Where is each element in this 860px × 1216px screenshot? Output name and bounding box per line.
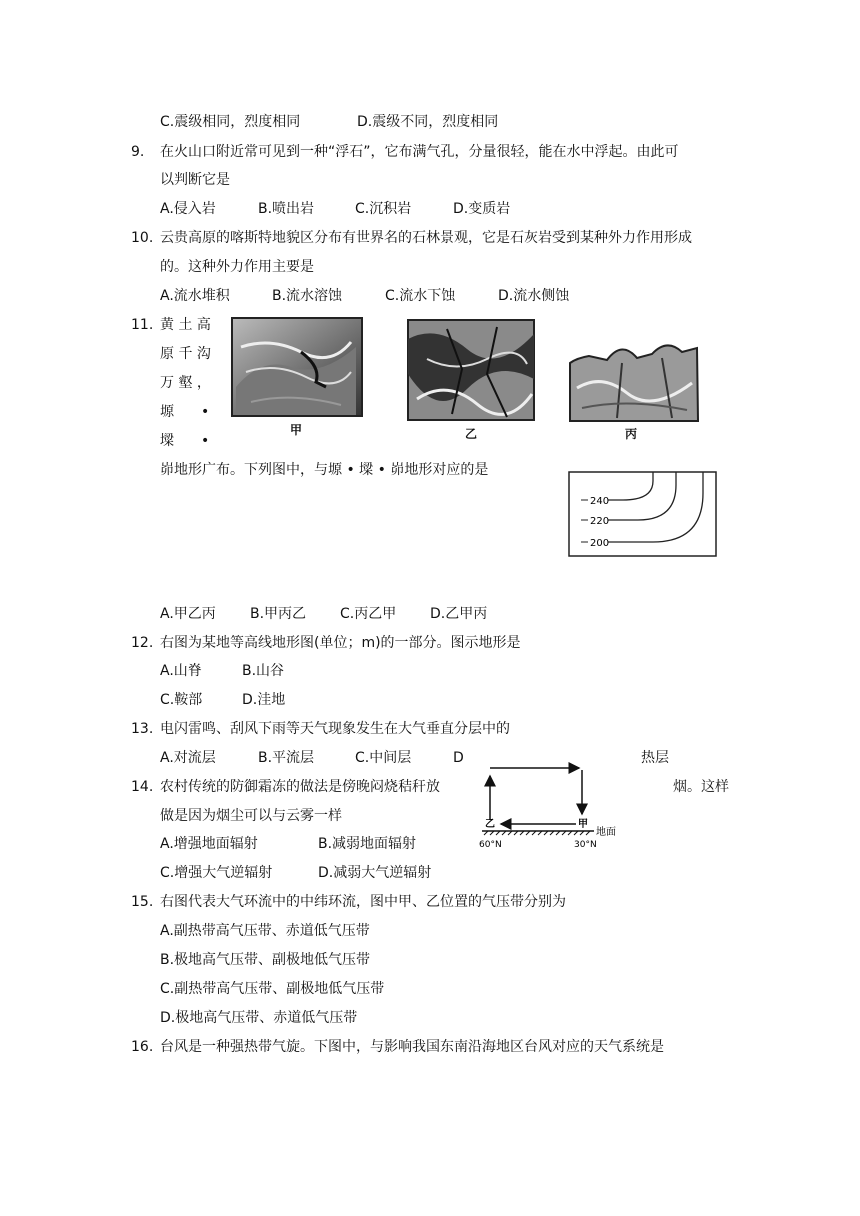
q13-option-c: C.中间层 xyxy=(355,750,412,766)
contour-label-200: 200 xyxy=(590,538,610,549)
contour-label-220: 220 xyxy=(590,516,610,527)
q15-number: 15. xyxy=(131,894,154,910)
q15-stem: 右图代表大气环流中的中纬环流，图中甲、乙位置的气压带分别为 xyxy=(160,894,566,910)
q11-option-d: D.乙甲丙 xyxy=(430,606,488,622)
q12-option-c: C.鞍部 xyxy=(160,692,203,708)
q13-number: 13. xyxy=(131,721,154,737)
q12-option-a: A.山脊 xyxy=(160,663,202,679)
q14-option-d: D.减弱大气逆辐射 xyxy=(318,865,432,881)
contour-label-240: 240 xyxy=(590,496,610,507)
q14-stem-line1-left: 农村传统的防御霜冻的做法是傍晚闷烧秸秆放 xyxy=(160,779,440,795)
q11-number: 11. xyxy=(131,317,154,333)
q11-stem-line3: 万 壑 ， xyxy=(160,375,211,391)
label-yi: 乙 xyxy=(485,819,495,830)
label-jia: 甲 xyxy=(578,819,588,830)
q9-option-d: D.变质岩 xyxy=(453,201,511,217)
q11-dot-1: • xyxy=(201,404,210,420)
q10-option-b: B.流水溶蚀 xyxy=(272,288,343,304)
q9-number: 9. xyxy=(131,144,145,160)
q15-option-d: D.极地高气压带、赤道低气压带 xyxy=(160,1010,358,1026)
q13-option-d-text: 热层 xyxy=(641,750,669,766)
q11-dot-2: • xyxy=(201,433,210,449)
circulation-diagram xyxy=(476,762,626,852)
q10-option-c: C.流水下蚀 xyxy=(385,288,456,304)
caption-yi: 乙 xyxy=(465,427,478,441)
q16-stem: 台风是一种强热带气旋。下图中，与影响我国东南沿海地区台风对应的天气系统是 xyxy=(160,1039,664,1055)
caption-jia: 甲 xyxy=(290,423,303,437)
q10-stem-line1: 云贵高原的喀斯特地貌区分布有世界名的石林景观，它是石灰岩受到某种外力作用形成 xyxy=(160,230,692,246)
q13-stem: 电闪雷鸣、刮风下雨等天气现象发生在大气垂直分层中的 xyxy=(160,721,510,737)
q14-option-a: A.增强地面辐射 xyxy=(160,836,258,852)
q11-stem-line1: 黄 土 高 xyxy=(160,317,211,333)
landform-photo-bing xyxy=(567,318,701,422)
q9-option-c: C.沉积岩 xyxy=(355,201,412,217)
q14-number: 14. xyxy=(131,779,154,795)
q13-option-d-label: D xyxy=(453,750,464,766)
q13-option-a: A.对流层 xyxy=(160,750,216,766)
q8-option-c: C.震级相同，烈度相同 xyxy=(160,114,301,130)
q10-stem-line2: 的。这种外力作用主要是 xyxy=(160,259,314,275)
q9-stem-line2: 以判断它是 xyxy=(160,172,230,188)
q16-number: 16. xyxy=(131,1039,154,1055)
q11-option-a: A.甲乙丙 xyxy=(160,606,216,622)
q11-option-b: B.甲丙乙 xyxy=(250,606,307,622)
q9-option-b: B.喷出岩 xyxy=(258,201,315,217)
q12-stem: 右图为某地等高线地形图(单位；m)的一部分。图示地形是 xyxy=(160,635,521,651)
q9-option-a: A.侵入岩 xyxy=(160,201,216,217)
q14-stem-line2: 做是因为烟尘可以与云雾一样 xyxy=(160,808,342,824)
q12-option-d: D.洼地 xyxy=(242,692,286,708)
q11-stem-line4: 塬 xyxy=(160,404,174,420)
q8-option-d: D.震级不同，烈度相同 xyxy=(357,114,499,130)
q15-option-c: C.副热带高气压带、副极地低气压带 xyxy=(160,981,385,997)
landform-photo-jia xyxy=(231,317,363,417)
q11-stem-line2: 原 千 沟 xyxy=(160,346,211,362)
label-lat-30: 30°N xyxy=(574,840,597,850)
q11-stem-line5: 墚 xyxy=(160,433,174,449)
q15-option-a: A.副热带高气压带、赤道低气压带 xyxy=(160,923,370,939)
q14-stem-line1-right: 烟。这样 xyxy=(673,779,729,795)
q12-option-b: B.山谷 xyxy=(242,663,285,679)
q11-stem-line6: 峁地形广布。下列图中，与塬 • 墚 • 峁地形对应的是 xyxy=(160,462,489,478)
q12-number: 12. xyxy=(131,635,154,651)
q15-option-b: B.极地高气压带、副极地低气压带 xyxy=(160,952,371,968)
q10-option-a: A.流水堆积 xyxy=(160,288,230,304)
landform-photo-yi xyxy=(407,319,535,421)
caption-bing: 丙 xyxy=(625,427,638,441)
q10-option-d: D.流水侧蚀 xyxy=(498,288,570,304)
label-lat-60: 60°N xyxy=(479,840,502,850)
q14-option-b: B.减弱地面辐射 xyxy=(318,836,417,852)
q13-option-b: B.平流层 xyxy=(258,750,315,766)
label-ground: 地面 xyxy=(596,827,616,838)
q14-option-c: C.增强大气逆辐射 xyxy=(160,865,273,881)
contour-map xyxy=(568,471,718,557)
q9-stem-line1: 在火山口附近常可见到一种“浮石”，它布满气孔，分量很轻，能在水中浮起。由此可 xyxy=(160,144,679,160)
q11-option-c: C.丙乙甲 xyxy=(340,606,397,622)
q10-number: 10. xyxy=(131,230,154,246)
